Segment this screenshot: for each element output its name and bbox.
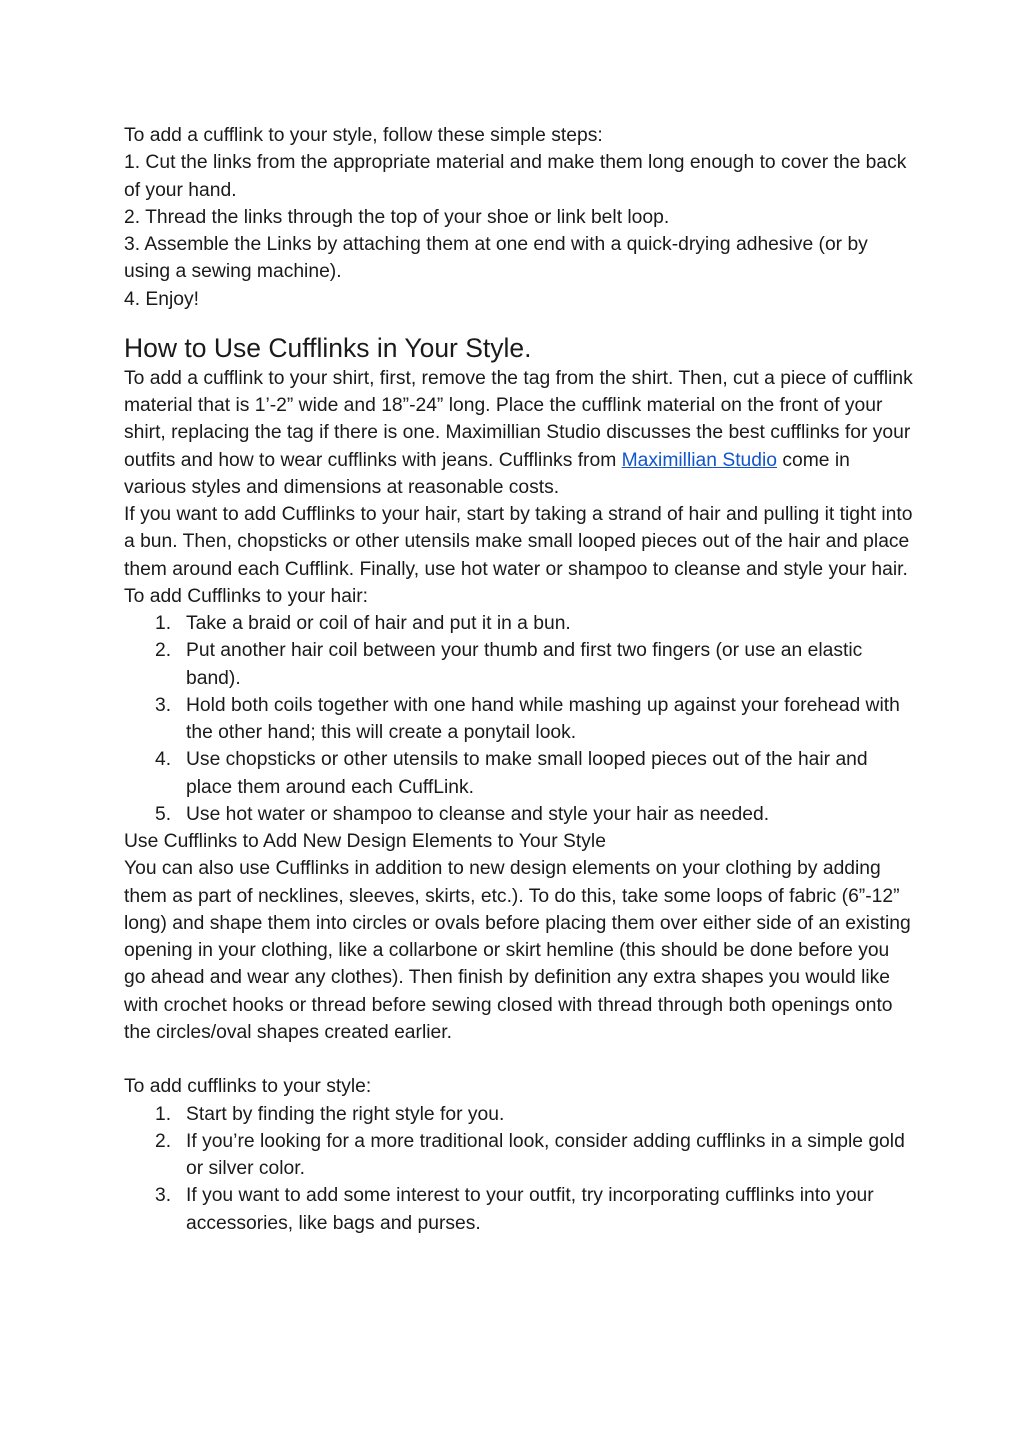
list-item — [124, 610, 914, 637]
design-subtitle: Use Cufflinks to Add New Design Elements to Your Style — [124, 831, 606, 852]
shirt-paragraph-tail: come in various styles and dimensions at reasonable costs. — [124, 449, 850, 498]
style-steps-lead: To add cufflinks to your style: — [124, 1076, 372, 1098]
list-item-text: If you’re looking for a more traditional look, consider adding cufflinks in a simple gold or silver color. — [186, 1130, 905, 1179]
list-item-number: 1. — [155, 1103, 172, 1125]
list-item-text: Take a braid or coil of hair and put it in a bun. — [186, 613, 571, 634]
list-item-text: Start by finding the right style for you. — [186, 1103, 505, 1125]
list-item — [124, 1101, 914, 1128]
list-item-number: 3. — [155, 694, 172, 716]
list-item-number: 2. — [155, 1130, 172, 1152]
list-item-text: Hold both coils together with one hand while mashing up against your forehead with the other hand; this will create a ponytail look. — [186, 694, 900, 743]
list-item — [124, 801, 914, 828]
hair-paragraph: If you want to add Cufflinks to your hair, start by taking a strand of hair and pulling it tight into a bun. Then, chopsticks or other utensils make small looped pieces out of the hair and place them around each Cufflink. Finally, use hot water or shampoo to cleanse and style your hair. — [124, 504, 913, 580]
shirt-paragraph-text: To add a cufflink to your shirt, first, remove the tag from the shirt. Then, cut a piece of cufflink material that is 1’-2” wide and 18”-24” long. Place the cufflink material on the front of your shirt, replacing the tag if there is one. Maximillian Studio discusses the best cufflinks for your outfits and how to wear cufflinks with jeans. Cufflinks from — [124, 367, 913, 471]
design-paragraph: You can also use Cufflinks in addition to new design elements on your clothing by adding them as part of necklines, sleeves, skirts, etc.). To do this, take some loops of fabric (6”-12” long) and shape them into circles or ovals before placing them over either side of an existing opening in your clothing, like a collarbone or skirt hemline (this should be done before you go ahead and wear any clothes). Then finish by definition any extra shapes you would like with crochet hooks or thread before sewing closed with thread through both openings onto the circles/oval shapes created earlier. — [124, 858, 911, 1043]
intro-step-1: 1. Cut the links from the appropriate material and make them long enough to cover the back of your hand. — [124, 152, 907, 201]
hair-steps-lead: To add Cufflinks to your hair: — [124, 585, 368, 607]
blank-line — [124, 1046, 914, 1073]
list-item — [124, 1182, 914, 1237]
list-item-number: 4. — [155, 749, 172, 771]
maximillian-studio-link[interactable]: Maximillian Studio — [621, 449, 778, 471]
list-item-number: 1. — [155, 613, 172, 634]
list-item — [124, 692, 914, 747]
list-item — [124, 637, 914, 692]
intro-lead: To add a cufflink to your style, follow these simple steps: — [124, 125, 603, 146]
shirt-paragraph — [124, 365, 914, 501]
list-item-number: 3. — [155, 1185, 172, 1207]
list-item-text: If you want to add some interest to your outfit, try incorporating cufflinks into your accessories, like bags and purses. — [186, 1185, 874, 1234]
document-page — [124, 122, 914, 1237]
hair-steps-list — [124, 610, 914, 828]
list-item — [124, 1128, 914, 1183]
style-steps-list — [124, 1101, 914, 1237]
list-item-text: Use chopsticks or other utensils to make small looped pieces out of the hair and place them around each CuffLink. — [186, 749, 868, 798]
intro-step-4: 4. Enjoy! — [124, 288, 200, 310]
intro-step-2: 2. Thread the links through the top of your shoe or link belt loop. — [124, 206, 670, 228]
list-item-number: 5. — [155, 803, 172, 825]
list-item-text: Use hot water or shampoo to cleanse and style your hair as needed. — [186, 803, 770, 825]
list-item-text: Put another hair coil between your thumb and first two fingers (or use an elastic band). — [186, 640, 863, 689]
section-heading: How to Use Cufflinks in Your Style. — [124, 332, 532, 363]
intro-step-3: 3. Assemble the Links by attaching them at one end with a quick-drying adhesive (or by using a sewing machine). — [124, 234, 868, 283]
list-item — [124, 746, 914, 801]
list-item-number: 2. — [155, 640, 172, 662]
